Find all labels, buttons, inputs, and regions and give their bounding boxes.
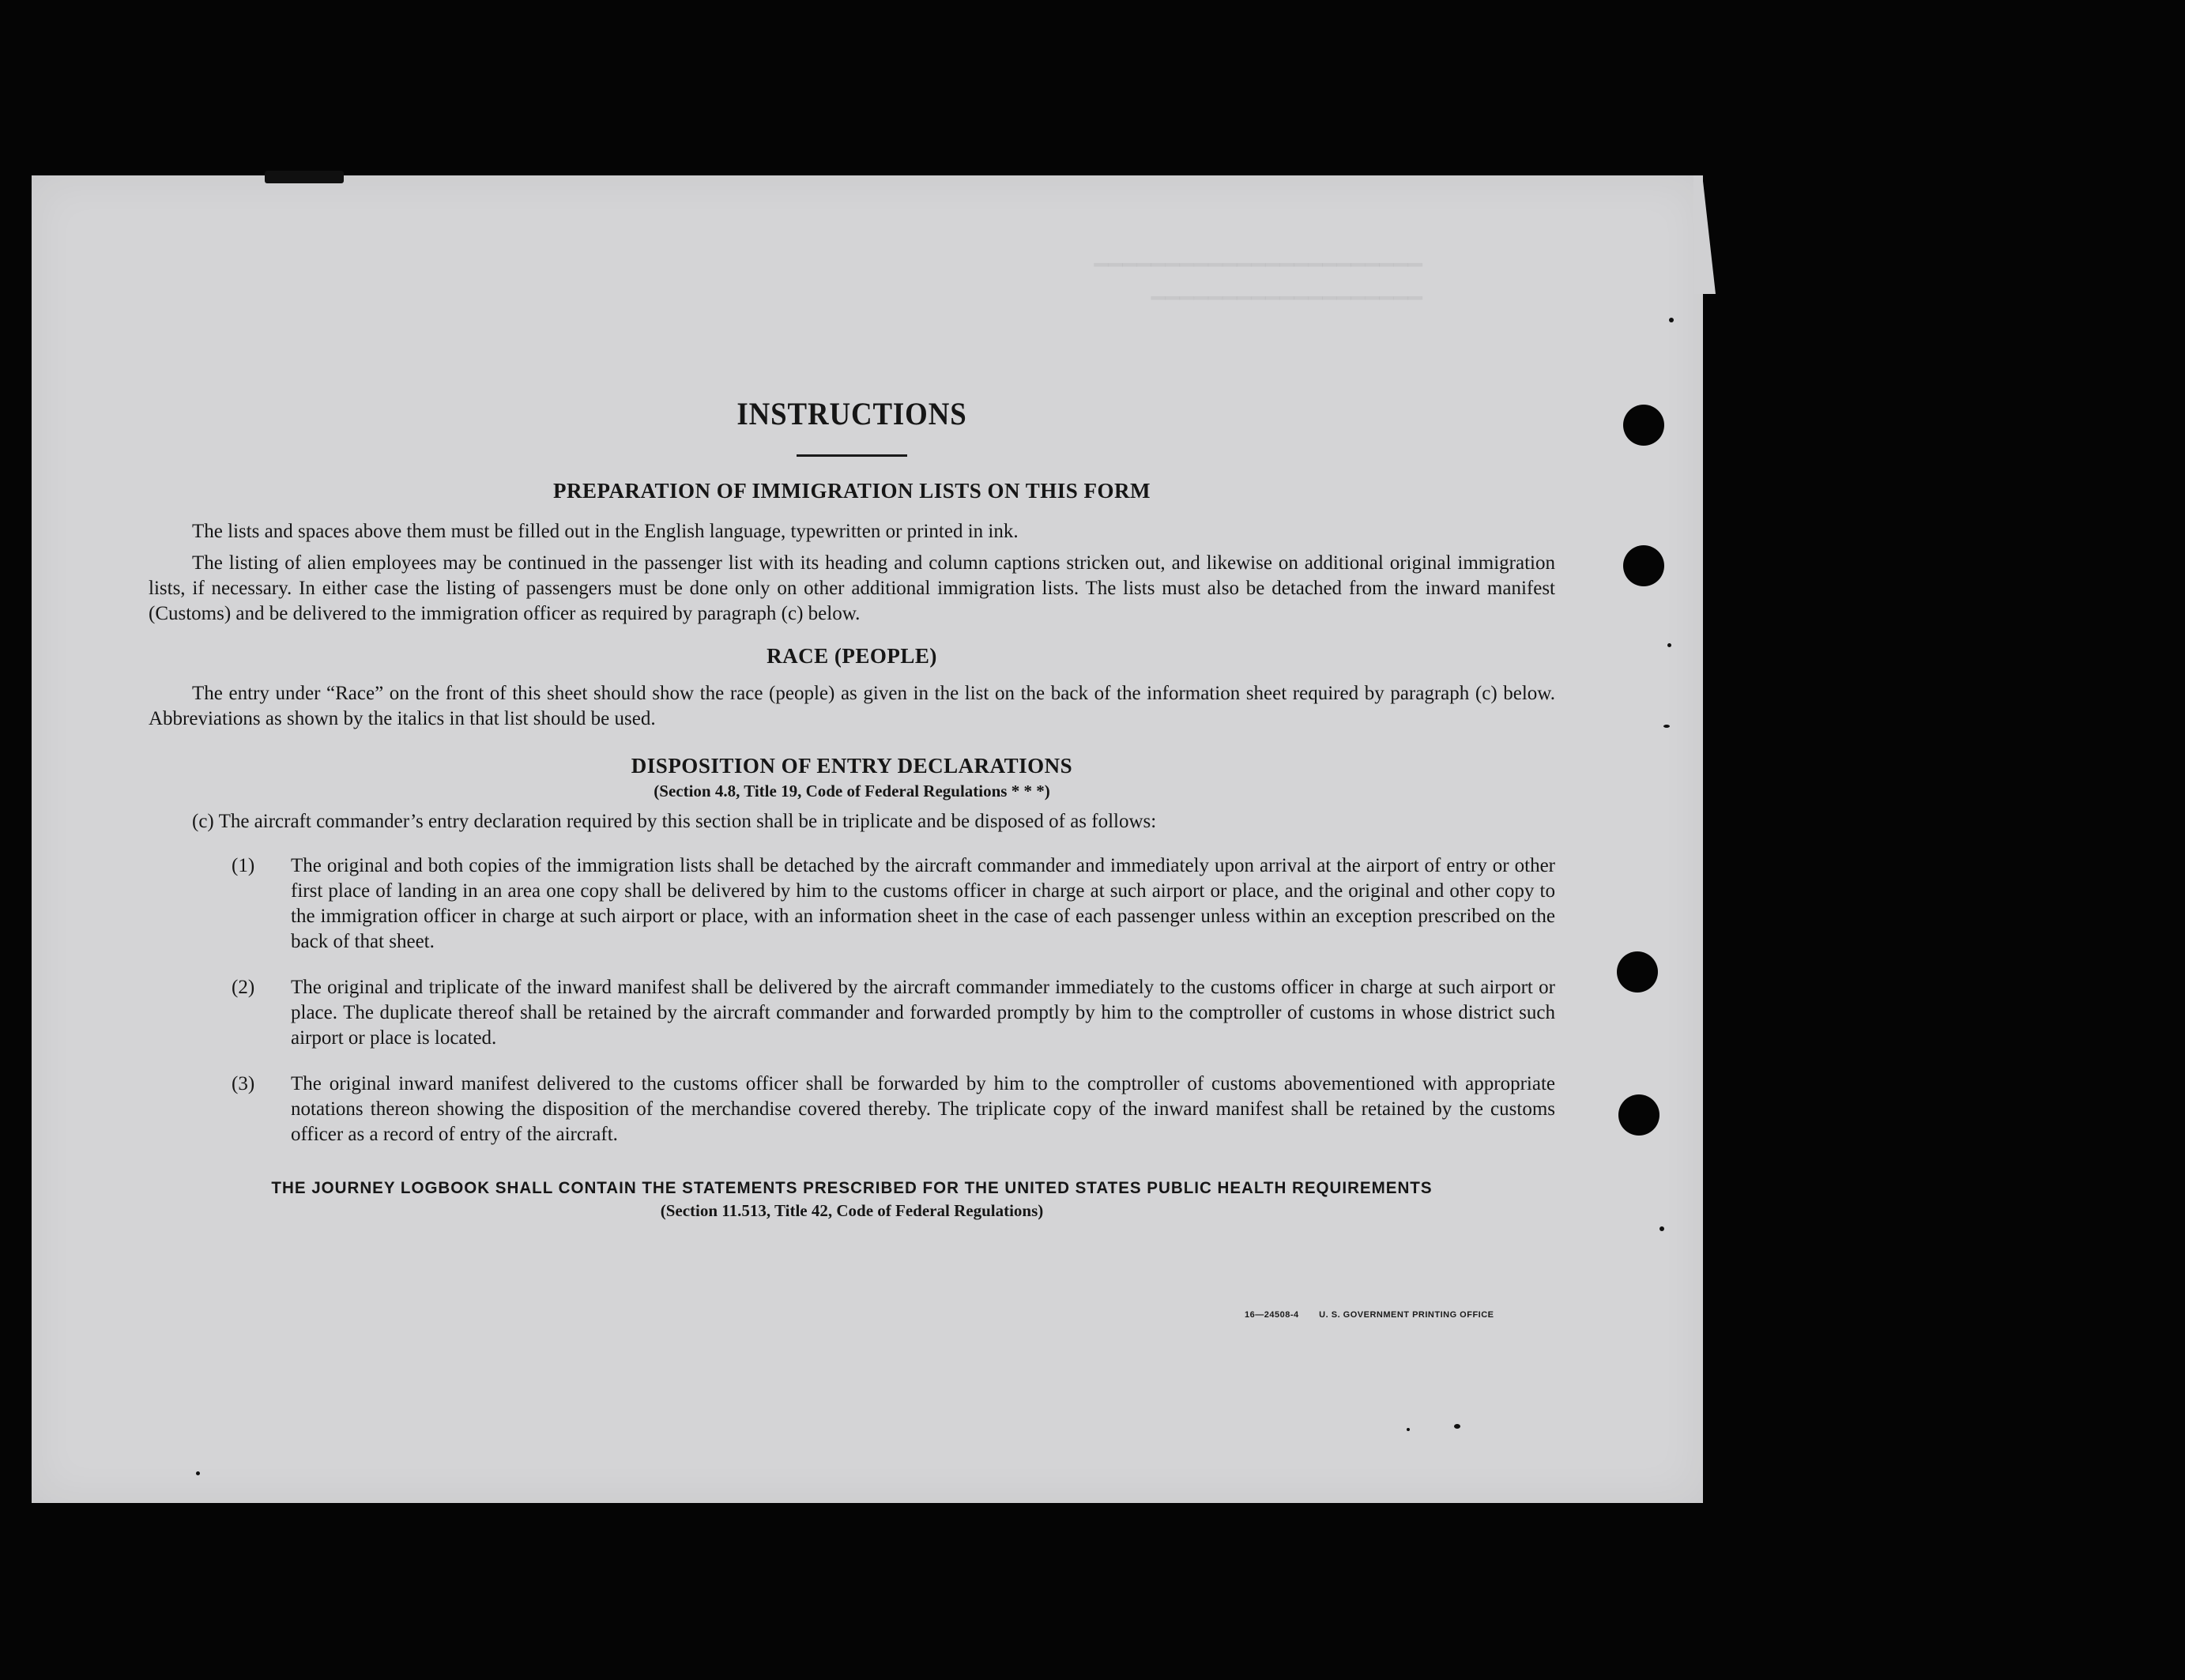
ink-speck (1407, 1428, 1410, 1431)
logbook-requirement: THE JOURNEY LOGBOOK SHALL CONTAIN THE STATEMENTS PRESCRIBED FOR THE UNITED STATES PUBLIC HEALTH REQUIREMENTS (271, 1179, 1433, 1197)
punch-hole-3 (1617, 951, 1658, 993)
title-underline (797, 454, 907, 457)
printer-imprint (1245, 1310, 1494, 1320)
item-text: The original inward manifest delivered to the customs officer shall be forwarded by him to the comptroller of customs abovementioned with appropriate notations thereon showing the disposition of the merchandise covered thereby. The triplicate copy of the inward manifest shall be retained by the customs officer as a record of entry of the aircraft. (291, 1073, 1555, 1145)
punch-hole-4 (1618, 1094, 1659, 1136)
ink-speck (1663, 725, 1670, 728)
ink-speck (196, 1471, 200, 1475)
ink-speck (1669, 318, 1674, 322)
ink-speck (1454, 1424, 1460, 1429)
disposition-intro (192, 809, 1555, 834)
item-number: (2) (232, 977, 255, 998)
disposition-heading: DISPOSITION OF ENTRY DECLARATIONS (631, 754, 1073, 778)
item-number: (1) (232, 855, 255, 876)
page-title: INSTRUCTIONS (736, 396, 967, 431)
logbook-requirement-citation: (Section 11.513, Title 42, Code of Federal Regulations) (660, 1201, 1044, 1220)
punch-hole-1 (1623, 405, 1664, 446)
disposition-item-3 (149, 1072, 1555, 1147)
punch-hole-2 (1623, 545, 1664, 586)
form-number: 16—24508-4 (1245, 1310, 1299, 1320)
disposition-item-1 (149, 853, 1555, 955)
item-number: (3) (232, 1073, 255, 1094)
intro-marker: (c) (192, 811, 214, 832)
disposition-subheading: (Section 4.8, Title 19, Code of Federal Regulations * * *) (654, 782, 1050, 800)
race-paragraph: The entry under “Race” on the front of this sheet should show the race (people) as given in the list on the back of the information sheet required by paragraph (c) below. Abbreviations as shown by the italics in that list should be used. (149, 683, 1555, 729)
instructions-document (149, 215, 1555, 1221)
paper-edge-curl (1693, 175, 1716, 294)
ink-speck (1659, 1226, 1664, 1231)
preparation-paragraph-2: The listing of alien employees may be continued in the passenger list with its heading and column captions stricken out, and likewise on additional original immigration lists, if necessary. In either case the listing of passengers must be done only on other additional immigration lists. The lists must also be detached from the inward manifest (Customs) and be delivered to the immigration officer as required by paragraph (c) below. (149, 552, 1555, 624)
race-heading: RACE (PEOPLE) (767, 644, 937, 668)
tape-mark (265, 171, 344, 183)
ink-speck (1667, 643, 1671, 647)
printer-name: U. S. GOVERNMENT PRINTING OFFICE (1319, 1310, 1494, 1320)
item-text: The original and triplicate of the inward manifest shall be delivered by the aircraft commander immediately to the customs officer in charge at such airport or place. The duplicate thereof shall be retained by the aircraft commander and forwarded promptly by him to the comptroller of customs in whose district such airport or place is located. (291, 977, 1555, 1049)
preparation-paragraph-1: The lists and spaces above them must be filled out in the English language, typewritten or printed in ink. (192, 521, 1019, 542)
disposition-item-2 (149, 975, 1555, 1051)
item-text: The original and both copies of the immigration lists shall be detached by the aircraft commander and immediately upon arrival at the airport of entry or other first place of landing in an area one copy shall be delivered by him to the customs officer in charge at such airport or place, and the original and other copy to the immigration officer in charge at such airport or place, with an information sheet in the case of each passenger unless within an exception prescribed on the back of that sheet. (291, 855, 1555, 952)
preparation-heading: PREPARATION OF IMMIGRATION LISTS ON THIS FORM (552, 479, 1151, 503)
intro-text: The aircraft commander’s entry declaration required by this section shall be in triplicate and be disposed of as follows: (218, 811, 1157, 832)
reverse-side-bleedthrough: ▁▁▁▁▁▁▁▁▁▁▁▁▁▁▁▁▁▁▁▁▁▁▁ ▁▁▁▁▁▁▁▁▁▁▁▁▁▁▁▁▁▁▁ (1094, 242, 1422, 302)
